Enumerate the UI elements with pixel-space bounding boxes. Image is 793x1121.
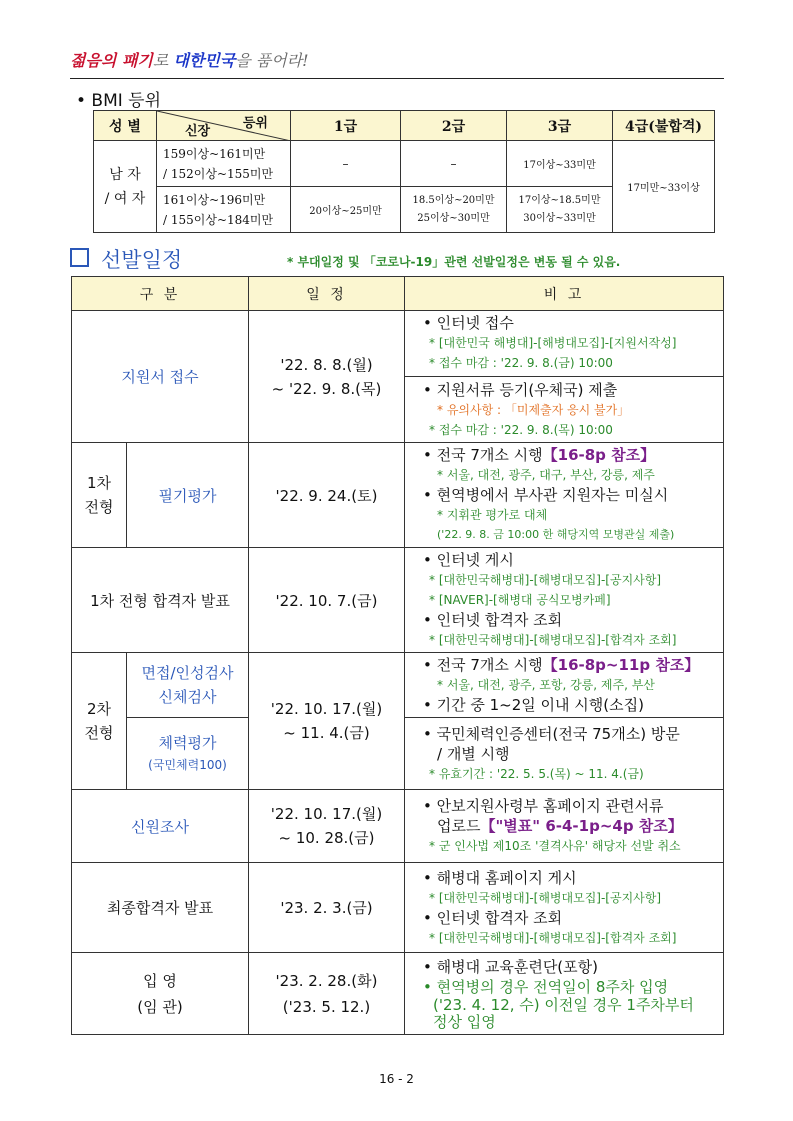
row-final-result-date: '23. 2. 3.(금) [249,863,405,953]
row-enlistment-label [72,953,249,1035]
header-part2: 로 [152,51,174,70]
bmi-height-row1 [157,141,291,187]
remark-line: * 군 인사법 제10조 '결격사유' 해당자 선발 취소 [429,839,681,853]
row-stage2-group [72,653,127,790]
row-stage2-date [249,653,405,790]
remark-line [409,816,719,836]
group-line: 전형 [84,724,114,742]
remark-line: • 현역병에서 부사관 지원자는 미실시 [423,486,669,504]
header-part1: 젊음의 패기 [70,51,153,70]
remark-line: * [대한민국해병대]-[해병대모집]-[공지사항] [429,890,662,905]
bmi-row2-grade3-a: 17이상~18.5미만 [518,194,601,206]
bmi-height-row2 [157,187,291,233]
row-final-result-remarks [405,863,724,953]
remark-line: 정상 입영 [433,1012,496,1031]
bmi-corner-grade: 등위 [242,116,268,131]
bmi-row2-grade2 [401,187,507,233]
bmi-table [93,110,715,233]
remark-line: • 현역병의 경우 전역일이 8주차 입영 [423,977,669,996]
remark-line: * 지휘관 평가로 대체 [437,508,548,522]
checkbox-square-icon [70,248,89,267]
section-note: * 부대일정 및 「코로나-19」관련 선발일정은 변동 될 수 있음. [287,255,621,269]
date-line: '22. 8. 8.(월) [280,355,373,374]
header-part4: 을 품어라! [235,51,309,70]
group-line: 1차 [86,474,112,492]
date-line: ~ 10. 28.(금) [278,829,375,847]
date-line: ~ '22. 9. 8.(목) [271,379,382,398]
bmi-grade4-value: 17미만~33이상 [613,141,715,233]
row-stage1-result-label: 1차 전형 합격자 발표 [72,548,249,653]
row-interview-label [127,653,249,718]
remark-line [409,655,719,675]
remark-line: * [대한민국해병대]-[해병대모집]-[합격자 조회] [429,930,677,945]
remark-reference: 【16-8p~11p 참조】 [542,656,700,674]
group-line: 전형 [84,498,114,516]
table-row [72,790,724,863]
bmi-grade-4: 4급(불합격) [613,111,715,141]
date-line: '23. 2. 28.(화) [275,971,378,990]
bmi-gender-male: 남 자 [109,166,141,183]
date-line: '22. 10. 17.(월) [270,700,383,718]
remark-line: ('23. 4. 12, 수) 이전일 경우 1주차부터 [433,995,694,1014]
table-row [72,311,724,443]
bmi-gender-female: / 여 자 [104,190,146,207]
row-interview-remarks [405,653,724,718]
remark-line: * [대한민국해병대]-[해병대모집]-[공지사항] [429,573,662,587]
table-row [72,653,724,718]
bmi-grade-2: 2급 [401,111,507,141]
remark-line: * [NAVER]-[해병대 공식모병카페] [429,593,611,607]
section-title-text: 선발일정 [101,248,183,272]
remark-line [409,445,719,465]
remark-line: * 서울, 대전, 광주, 대구, 부산, 강릉, 제주 [437,468,655,482]
row-enlistment-remarks [405,953,724,1035]
remark-line: • 인터넷 접수 [423,314,514,332]
bmi-height-row2-female: / 155이상~184미만 [163,212,274,227]
row-stage1-group [72,443,127,548]
remark-reference: 【"별표" 6-4-1p~4p 참조】 [480,817,683,835]
bmi-row2-grade2-b: 25이상~30미만 [417,212,490,224]
bmi-row1-grade1: – [291,141,401,187]
row-written-test-date: '22. 9. 24.(토) [249,443,405,548]
row-enlistment-date [249,953,405,1035]
row-fitness-remarks [405,718,724,790]
bmi-row2-grade1: 20이상~25미만 [291,187,401,233]
row-background-check-remarks [405,790,724,863]
remark-line: * [대한민국해병대]-[해병대모집]-[합격자 조회] [429,633,677,647]
remark-text: • 전국 7개소 시행 [423,446,543,464]
remark-line: ('22. 9. 8. 금 10:00 한 해당지역 모병관실 제출) [437,528,675,541]
section-title [70,244,182,274]
table-row [72,953,724,1035]
bmi-row2-grade3 [507,187,613,233]
fitness-label: 체력평가 [158,733,217,752]
remark-line: • 해병대 홈페이지 게시 [423,868,577,887]
label-line: (임 관) [137,997,183,1016]
header-remarks: 비 고 [405,277,724,311]
row-application-remarks [405,311,724,443]
label-line: 신체검사 [158,688,217,706]
row-final-result-label: 최종합격자 발표 [72,863,249,953]
bmi-height-row1-male: 159이상~161미만 [163,146,266,161]
remark-line: * 접수 마감 : '22. 9. 8.(금) 10:00 [429,356,613,370]
bmi-height-row2-male: 161이상~196미만 [163,192,266,207]
remark-reference: 【16-8p 참조】 [542,446,656,464]
table-row [72,443,724,548]
remark-line: * 서울, 대전, 광주, 포항, 강릉, 제주, 부산 [437,678,655,692]
page-number: 16 - 2 [379,1072,414,1086]
remark-line: * 접수 마감 : '22. 9. 8.(목) 10:00 [429,423,613,437]
row-fitness-label [127,718,249,790]
remark-sub-block [405,376,723,440]
group-line: 2차 [86,700,112,718]
table-row [72,863,724,953]
header-part3: 대한민국 [173,51,236,70]
row-written-test-remarks [405,443,724,548]
row-background-check-date [249,790,405,863]
label-line: 입 영 [143,971,177,990]
remark-line: / 개별 시행 [437,744,510,763]
bmi-height-row1-female: / 152이상~155미만 [163,166,274,181]
bmi-corner-cell [157,111,291,141]
remark-line: • 인터넷 합격자 조회 [423,908,563,927]
remark-line: * 유의사항 : 「미제출자 응시 불가」 [437,403,630,417]
bmi-row1-grade2: – [401,141,507,187]
row-stage1-result-remarks [405,548,724,653]
remark-text: 업로드 [437,817,481,835]
bmi-gender-header: 성 별 [94,111,157,141]
label-line: 면접/인성검사 [141,664,234,682]
remark-line: • 국민체력인증센터(전국 75개소) 방문 [423,724,680,743]
remark-line: • 안보지원사령부 홈페이지 관련서류 [423,797,664,815]
bmi-row2-grade3-b: 30이상~33미만 [523,212,596,224]
header-date: 일 정 [249,277,405,311]
row-written-test-label: 필기평가 [127,443,249,548]
row-application-date [249,311,405,443]
fitness-sublabel: (국민체력100) [148,757,227,772]
remark-line: * [대한민국 해병대]-[해병대모집]-[지원서작성] [429,336,677,350]
date-line: ('23. 5. 12.) [282,997,371,1016]
remark-text: • 전국 7개소 시행 [423,656,543,674]
bmi-grade-3: 3급 [507,111,613,141]
remark-line: • 해병대 교육훈련단(포항) [423,957,598,976]
bmi-row1-grade3: 17이상~33미만 [507,141,613,187]
bmi-corner-height: 신장 [185,124,211,139]
row-background-check-label: 신원조사 [72,790,249,863]
row-stage1-result-date: '22. 10. 7.(금) [249,548,405,653]
remark-line: • 인터넷 합격자 조회 [423,611,563,629]
page-header [70,48,724,79]
bmi-row2-grade2-a: 18.5이상~20미만 [412,194,495,206]
remark-line: * 유효기간 : '22. 5. 5.(목) ~ 11. 4.(금) [429,766,644,781]
row-application-label: 지원서 접수 [72,311,249,443]
remark-line: • 지원서류 등기(우체국) 제출 [423,381,618,399]
bmi-title: • BMI 등위 [76,91,162,111]
remark-line: • 인터넷 게시 [423,551,514,569]
table-row [72,548,724,653]
header-category: 구 분 [72,277,249,311]
remark-line: • 기간 중 1~2일 이내 시행(소집) [423,696,644,714]
schedule-table [71,276,724,1035]
bmi-gender-cell [94,141,157,233]
date-line: ~ 11. 4.(금) [283,724,370,742]
date-line: '22. 10. 17.(월) [270,805,383,823]
bmi-grade-1: 1급 [291,111,401,141]
